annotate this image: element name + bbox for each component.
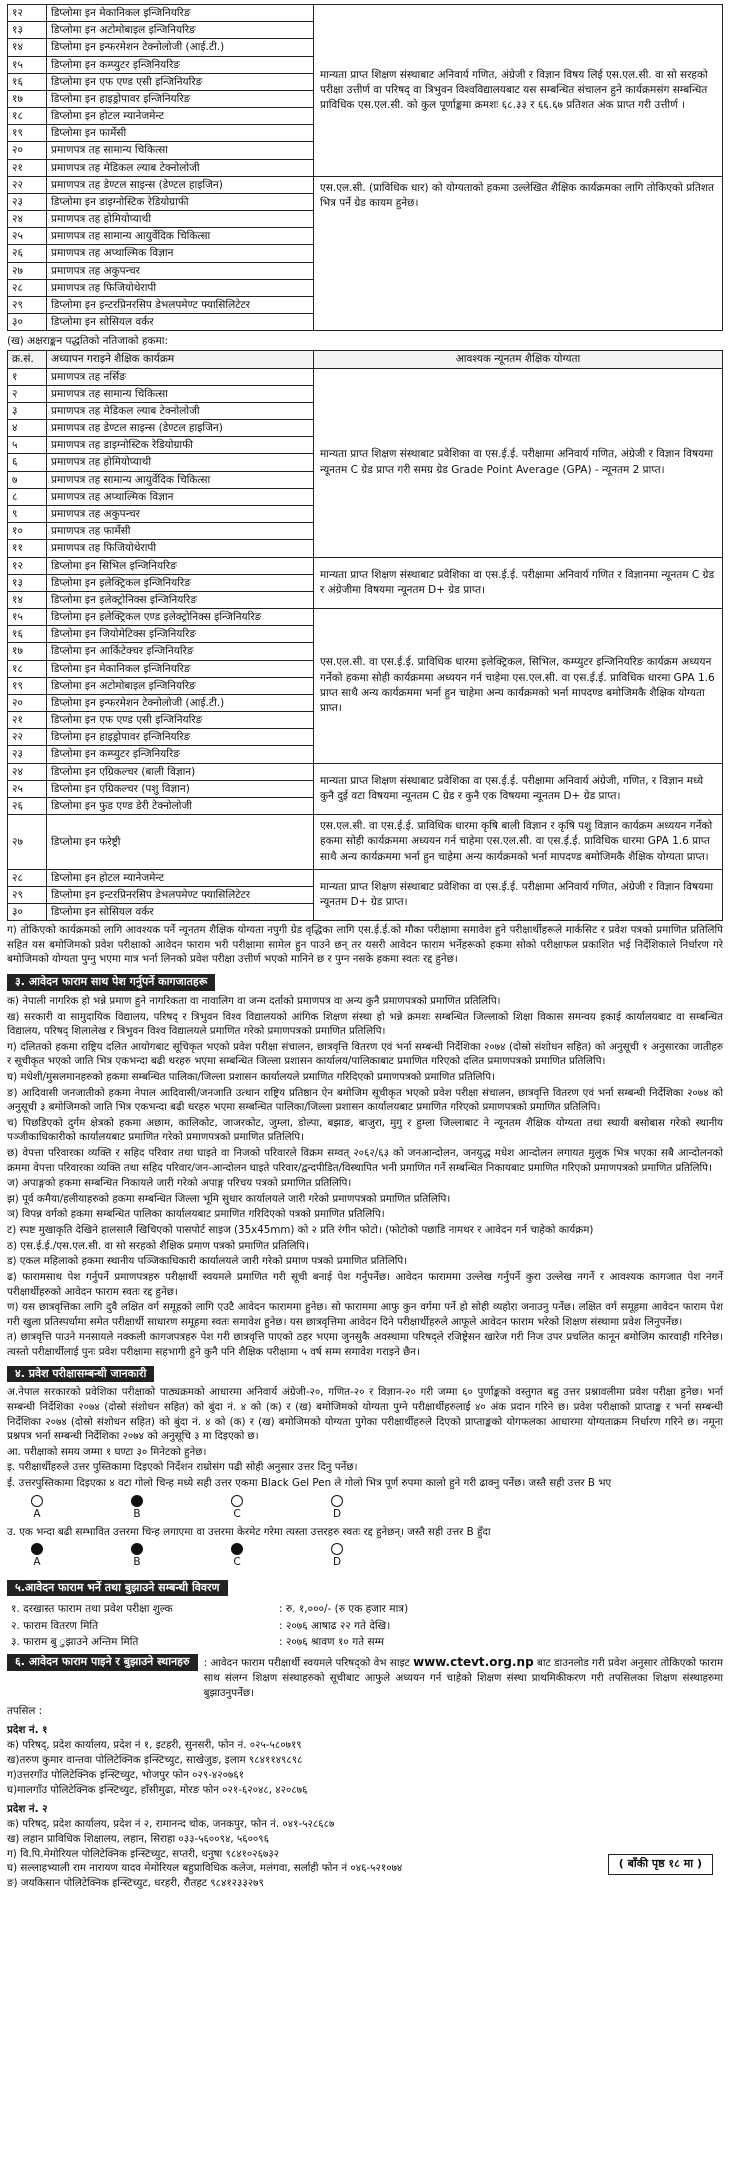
fee-label: ३. फाराम बु ुझाउने अन्तिम मिति (11, 1635, 139, 1648)
fee-value: : रु. १,०००/- (रु एक हजार मात्र) (279, 1603, 409, 1616)
header-program: अध्यापन गराइने शैक्षिक कार्यक्रम (47, 351, 314, 368)
row-sn: २२ (8, 176, 47, 193)
offices-intro: तपसिल : (7, 1705, 43, 1718)
document-item: झ) पूर्व कमैया/हलीयाहरुको हकमा सम्बन्धित जिल्ला भूमि सुधार कार्यालयले जारी गरेको प्रमाणपत्रको प्रमाणित प्रतिलिपि। (7, 1192, 451, 1205)
office-item: ग)उत्तरगाँउ पोलिटेक्निक इन्स्टिच्युट, भोजपुर फोन ०२९-४२०७६१ (7, 1768, 245, 1781)
row-program: प्रमाणपत्र तह डाइग्नोस्टिक रेडियोग्राफी (47, 437, 314, 454)
section-5-heading: ५.आवेदन फाराम भर्ने तथा बुझाउने सम्बन्धी विवरण (7, 1580, 228, 1597)
document-item: ट) स्पष्ट मुखाकृति देखिने हालसालै खिचिएको पासपोर्ट साइज (35x45mm) को २ प्रति रंगीन फोटो। (फोटोको पछाडि नामथर र आवेदन गर्न चाहेको कार्यक्रम) (7, 1224, 594, 1237)
row-program: डिप्लोमा इन इन्फरमेशन टेक्नोलोजी (आई.टी.) (47, 694, 314, 711)
row-program: प्रमाणपत्र तह मेडिकल ल्याब टेक्नोलोजी (47, 402, 314, 419)
row-program: प्रमाणपत्र तह अप्थाल्मिक विज्ञान (47, 245, 314, 262)
row-sn: ११ (8, 540, 47, 557)
row-sn: ३० (8, 904, 47, 921)
province-2-heading: प्रदेश नं. २ (7, 1802, 48, 1815)
section-6 (7, 1654, 723, 1700)
row-sn: ६ (8, 454, 47, 471)
row-program: प्रमाणपत्र तह फिजियोथेरापी (47, 279, 314, 296)
row-sn: १९ (8, 677, 47, 694)
office-item: ख) लहान प्राविधिक शिक्षालय, लहान, सिराहा ०३३-५६००९४, ५६००९६ (7, 1832, 269, 1845)
document-item: ग) दलितको हकमा राष्ट्रिय दलित आयोगबाट सूचिकृत भएको प्रवेश परीक्षा संचालन, छात्रवृत्ति वितरण एवं भर्ना सम्बन्धी निर्देशिका २०७४ (दोस्रो संशोधन सहित) को अनुसूची १ अनुसारका जातीहरु र सूचीकृत भएको जाति भित्र एकभन्दा बढी थरहरु भएमा सम्बन्धित जिल्ला प्रशासन कार्यालय/पालिकाबाट प्रमाणित गरिएको दलित प्रमाणपत्रको प्रमाणित प्रतिलिपि। (7, 1040, 723, 1068)
row-program: प्रमाणपत्र तह होमियोप्याथी (47, 454, 314, 471)
row-program: डिप्लोमा इन सोसियल वर्कर (47, 904, 314, 921)
document-item: छ) वेपत्ता परिवारका व्यक्ति र सहिद परिवार तथा घाइते वा निजको परिवारले विक्रम सम्वत् २०६२/६३ को जनआन्दोलन, जनयुद्ध मधेश आन्दोलन लगायत मुलुक भित्र भएका सबै आन्दोलनको क्रममा वेपत्ता परिवारका व्यक्ति तथा सहिद परिवार/जन-आन्दोलन घाइते परिवार/द्वन्दपीडित/विस्थापित भनी प्रमाणित गर्ने सम्बन्धित निकायबाट प्रमाणित गरिएको प्रमाणपत्रको प्रमाणित प्रतिलिपि। (7, 1147, 723, 1174)
row-program: डिप्लोमा इन आर्किटेक्चर इन्जिनियरिङ (47, 643, 314, 660)
row-program: डिप्लोमा इन मेकानिकल इन्जिनियरिङ (47, 660, 314, 677)
row-sn: २९ (8, 886, 47, 903)
row-sn: ३ (8, 402, 47, 419)
row-program: प्रमाणपत्र तह अप्थाल्मिक विज्ञान (47, 488, 314, 505)
row-program: प्रमाणपत्र तह अकुपन्चर (47, 262, 314, 279)
row-sn: १४ (8, 591, 47, 608)
section-3-items (7, 994, 723, 1360)
fees-table (7, 1601, 412, 1650)
row-program: डिप्लोमा इन मेकानिकल इन्जिनियरिङ (47, 5, 314, 22)
row-sn: २८ (8, 869, 47, 886)
row-program: डिप्लोमा इन इन्फरमेशन टेक्नोलोजी (आई.टी.) (47, 39, 314, 56)
row-program: प्रमाणपत्र तह सामान्य आयुर्वेदिक चिकित्सा (47, 471, 314, 488)
row-sn: २० (8, 142, 47, 159)
gpa-qualification-table (7, 350, 723, 921)
office-item: ङ) जयकिसान पोलिटेक्निक इन्स्टिच्युट, धरहरी, रौतहट ९८४१२३३२७९ (7, 1877, 264, 1890)
table-row (8, 609, 723, 626)
row-program: डिप्लोमा इन होटल म्यानेजमेन्ट (47, 869, 314, 886)
row-program: प्रमाणपत्र तह सामान्य चिकित्सा (47, 385, 314, 402)
requirement-cell: मान्यता प्राप्त शिक्षण संस्थाबाट प्रवेशिका वा एस.ई.ई. परीक्षामा अनिवार्य गणित, अंग्रेजी र विज्ञान विषयमा न्यूनतम D+ ग्रेड प्राप्त। (314, 869, 723, 921)
section-4-items (7, 1385, 723, 1490)
wrong-bubble-d: D (327, 1543, 347, 1569)
row-sn: २२ (8, 729, 47, 746)
row-program: डिप्लोमा इन होटल म्यानेजमेन्ट (47, 108, 314, 125)
notice-page (7, 0, 723, 1891)
row-sn: २८ (8, 279, 47, 296)
wrong-bubble-a: A (27, 1543, 47, 1569)
row-sn: २५ (8, 780, 47, 797)
row-program: डिप्लोमा इन फरेष्ट्री (47, 815, 314, 870)
row-program: डिप्लोमा इन जियोमेटिक्स इन्जिनियरिङ (47, 626, 314, 643)
document-item: ङ) आदिवासी जनजातीको हकमा नेपाल आदिवासी/जनजाति उत्थान राष्ट्रिय प्रतिष्ठान ऐन बमोजिम सूचीकृत भएको प्रवेश परीक्षा संचालन, छात्रवृत्ति वितरण एवं भर्ना सम्बन्धी निर्देशिका २०७४ को अनुसूची ३ बमोजिमको जाति भित्र एकभन्दा बढी थरहरु भएमा सम्बन्धित पालिका/जिल्ला प्रशासन कार्यालयबाट प्रमाणित गरिएको प्रमाणपत्रको प्रमाणित प्रतिलिपि। (7, 1086, 723, 1114)
paragraph-ga: ग) तोकिएको कार्यक्रमको लागि आवश्यक पर्ने न्यूनतम शैक्षिक योग्यता नपुगी ग्रेड वृद्धिका लागि एस.ई.ई.को मौका परीक्षामा समावेश हुने परीक्षार्थीहरूले मार्कसिट र प्रवेश पत्रको प्रमाणित प्रतिलिपि सहित यस बमोजिमको प्रवेश परीक्षाको आवेदन फाराम भरी परीक्षामा सामेल हुन पाउने छन् तर यसरी आवेदन फाराम भर्नेहरूको हकमा सोको परीक्षाफल प्रकाशित भई निर्देशिकाले निर्धारण गरे बमोजिमको योग्यता पुग्नु भएमा मात्र भर्ना लिनको प्रवेश परीक्षा उत्तीर्ण भएको मानिने छ र पुग्न नसके हकमा स्वतः रद्द हुनेछ। (7, 924, 723, 966)
document-item: च) पिछडिएको दुर्गम क्षेत्रको हकमा अछाम, कालिकोट, जाजरकोट, जुम्ला, डोल्पा, बझाङ, बाजुरा, मुगु र हुम्ला जिल्लाबाट ने न्यूनतम शैक्षिक योग्यता तथा स्थायी बसोबास गरेको स्थानीय पञ्जीकाधिकारीको कार्यालयबाट प्रमाणित गरेको प्रमाणपत्रको प्रमाणित प्रतिलिपि। (7, 1116, 723, 1144)
row-sn: १५ (8, 609, 47, 626)
row-sn: १२ (8, 5, 47, 22)
percentage-qualification-table (7, 4, 723, 331)
row-sn: २९ (8, 296, 47, 313)
fee-label: १. दरखास्त फाराम तथा प्रवेश परीक्षा शुल्क (11, 1603, 173, 1616)
row-sn: १६ (8, 73, 47, 90)
exam-info-item: अ.नेपाल सरकारको प्रवेशिका परीक्षाको पाठ्यक्रमको आधारमा अनिवार्य अंग्रेजी-२०, गणित-२० र विज्ञान-२० गरी जम्मा ६० पुर्णाङ्कको वस्तुगत बहु उत्तर प्रश्नावलीमा प्रवेश परीक्षा हुनेछ। भर्ना सम्बन्धी निर्देशिका २०७४ (दोस्रो संशोधन सहित) को बुंदा नं. ४ को (क) र (ख) बमोजिमको योग्यता पुग्ने परीक्षार्थीहरुलाई ४० अंक प्रदान गरिने छ। प्रवेश परीक्षाको प्राप्ताङ्क र भर्ना सम्बन्धी निर्देशिका २०७४ (दोस्रो संशोधन सहित) को बुंदा नं. ४ को (क) र (ख) बमोजिमको योग्यता पुगेका परीक्षार्थीहरुले दिएको प्राप्ताङ्कको योगफलका आधारमा योग्यताक्रम निर्धारण गरिने छ। नमूना प्रश्नपत्र भर्ना सम्बन्धी निर्देशिका २०७४ को अनुसूचि ३ मा दिइएको छ। (7, 1386, 723, 1443)
bubble-d: D (327, 1495, 347, 1521)
row-sn: २१ (8, 712, 47, 729)
table-row (8, 869, 723, 886)
row-sn: १२ (8, 557, 47, 574)
section-3-heading: ३. आवेदन फाराम साथ पेश गर्नुपर्ने कागजातहरू (7, 974, 215, 991)
grading-caption: (ख) अक्षराङ्कन पद्धतिको नतिजाको हकमा: (7, 335, 169, 348)
row-sn: २५ (8, 228, 47, 245)
fee-value: : २०७६ श्रावण १० गते सम्म (279, 1635, 384, 1648)
row-sn: २७ (8, 262, 47, 279)
row-program: प्रमाणपत्र तह फार्मेसी (47, 523, 314, 540)
section-6-text: : आवेदन फाराम परीक्षार्थी स्वयमले परिषद्को वेभ साइट www.ctevt.org.np बाट डाउनलोड गरी प्रवेश अनुसार तोकिएको फाराम साथ संलग्न शिक्षण संस्थाहरुको सूचीबाट आफुले अध्ययन गर्न चाहेको शिक्षण संस्था प्राथमिकीकरण गरी तपसिलका शिक्षण संस्थाहरुमा बुझाउनुपर्नेछ। (203, 1654, 724, 1699)
document-item: ज) अपाङ्गको हकमा सम्बन्धित निकायले जारी गरेको अपाङ्ग परिचय पत्रको प्रमाणित प्रतिलिपि। (7, 1177, 352, 1190)
office-item: घ)मालगाँउ पोलिटेक्निक इन्स्टिच्युट, हाँसीमुढा, मोरङ फोन ०२१-६२०४८, ४२०८७६ (7, 1783, 308, 1796)
requirement-percentage: मान्यता प्राप्त शिक्षण संस्थाबाट अनिवार्य गणित, अंग्रेजी र विज्ञान विषय लिई एस.एल.सी. वा सो सरहको परीक्षा उत्तीर्ण वा परिषद् वा त्रिभुवन विश्वविद्यालयबाट यस सम्बन्धित संचालन हुने कार्यक्रमसंग सम्बन्धित प्राविधिक एस.एल.सी. को कुल पूर्णाङ्कमा क्रमशः ६८.३३ र ६६.६७ प्रतिशत अंक प्राप्त गरी उत्तीर्ण । (314, 5, 723, 177)
office-item: क) परिषद्, प्रदेश कार्यालय, प्रदेश नं १, इटहरी, सुनसरी, फोन नं. ०२५-५८०७१९ (7, 1739, 302, 1752)
continued-note: ( बाँकी पृष्ठ १८ मा ) (608, 1854, 713, 1875)
exam-info-item: आ. परीक्षाको समय जम्मा १ घण्टा ३० मिनेटको हुनेछ। (7, 1445, 207, 1458)
row-sn: १७ (8, 90, 47, 107)
row-program: डिप्लोमा इन इलेक्ट्रोनिक्स इन्जिनियरिङ (47, 591, 314, 608)
fee-row (7, 1601, 412, 1617)
section-6-heading: ६. आवेदन फाराम पाइने र बुझाउने स्थानहरु (7, 1654, 198, 1671)
row-sn: २६ (8, 245, 47, 262)
row-program: प्रमाणपत्र तह मेडिकल ल्याब टेक्नोलोजी (47, 159, 314, 176)
row-program: डिप्लोमा इन अटोमोबाइल इन्जिनियरिङ (47, 22, 314, 39)
correct-answer-example (27, 1495, 723, 1521)
row-sn: १ (8, 368, 47, 385)
row-program: डिप्लोमा इन कम्प्युटर इन्जिनियरिङ (47, 56, 314, 73)
row-program: डिप्लोमा इन इलेक्ट्रिकल इन्जिनियरिङ (47, 574, 314, 591)
document-item: क) नेपाली नागरिक हो भन्ने प्रमाण हुने नागरिकता वा नावालिग वा जन्म दर्ताको प्रमाणपत्र वा अन्य कुनै प्रमाणपत्रको प्रमाणित प्रतिलिपि। (7, 994, 501, 1007)
row-sn: २० (8, 694, 47, 711)
requirement-cell: एस.एल.सी. वा एस.ई.ई. प्राविधिक धारमा इलेक्ट्रिकल, सिभिल, कम्प्युटर इन्जिनियरिङ कार्यक्रम अध्ययन गर्नेको हकमा सोही कार्यक्रममा अध्ययन गर्न चाहेमा एस.एल.सी. वा एस.ई.ई. प्राविधिक धारमा GPA 1.6 प्राप्त साथै अन्य कार्यक्रममा भर्ना हुन चाहेमा अन्य कार्यक्रमको भर्ना मापदण्ड बमोजिमकै शैक्षिक योग्यता प्राप्त। (314, 609, 723, 764)
row-sn: २६ (8, 797, 47, 814)
row-program: डिप्लोमा इन सोसियल वर्कर (47, 314, 314, 331)
wrong-bubble-c: C (227, 1543, 247, 1569)
row-sn: ९ (8, 505, 47, 522)
row-sn: २ (8, 385, 47, 402)
fee-row (7, 1618, 412, 1634)
office-item: क) परिषद्, प्रदेश कार्यालय, प्रदेश नं २, रामानन्द चोक, जनकपुर, फोन नं. ०४१-५२८६८७ (7, 1817, 335, 1830)
row-sn: १९ (8, 125, 47, 142)
row-sn: ५ (8, 437, 47, 454)
fee-label: २. फाराम वितरण मिति (11, 1619, 99, 1632)
table-row (8, 815, 723, 870)
row-sn: २४ (8, 211, 47, 228)
bubble-c: C (227, 1495, 247, 1521)
document-item: ख) सरकारी वा सामुदायिक विद्यालय, परिषद् र त्रिभुवन विश्व विद्यालयको आंगिक शिक्षण संस्था हो भन्ने क्रमशः सम्बन्धित जिल्लाको शिक्षा विकास समन्वय इकाई कार्यालयबाट वा सम्बन्धित विद्यालय, परिषद् शिलालेख र त्रिभुवन विश्व विद्यालयले प्रमाणित गरेको प्रमाणपत्रको प्रमाणित प्रतिलिपि। (7, 1010, 723, 1038)
row-program: डिप्लोमा इन एग्रिकल्चर (बाली विज्ञान) (47, 763, 314, 780)
row-sn: २३ (8, 193, 47, 210)
row-program: डिप्लोमा इन एग्रिकल्चर (पशु विज्ञान) (47, 780, 314, 797)
document-item: त) छात्रवृत्ति पाउने मनसायले नक्कली कागजपत्रहरु पेश गरी छात्रवृत्ति पाएको ठहर भएमा जुनसुकै अवस्थामा परिषद्ले रजिष्ट्रेसन खारेज गरी निज उपर प्रचलित कानून बमोजिम कारवाही गरिनेछ। त्यस्तो परीक्षार्थीलाई पुनः प्रवेश परीक्षामा सहभागी हुने कुनै पनि शैक्षिक परीक्षामा ५ वर्ष सम्म समावेश गराइने छैन। (7, 1331, 723, 1358)
requirement-cell: एस.एल.सी. वा एस.ई.ई. प्राविधिक धारमा कृषि बाली विज्ञान र कृषि पशु विज्ञान कार्यक्रम अध्ययन गर्नेको हकमा सोही कार्यक्रममा अध्ययन गर्न चाहेमा एस.एल.सी. वा एस.ई.ई. प्राविधिक धारमा GPA 1.6 प्राप्त साथै अन्य कार्यक्रममा भर्ना हुन चाहेमा अन्य कार्यक्रमको भर्ना मापदण्ड बमोजिमकै शैक्षिक योग्यता प्राप्त। (314, 815, 723, 870)
row-program: डिप्लोमा इन इन्टरप्रिनरसिप डेभलपमेण्ट फ्यासिलिटेटर (47, 886, 314, 903)
row-sn: २३ (8, 746, 47, 763)
document-item: ण) यस छात्रवृत्तिका लागि दुवै लक्षित वर्ग समूहको लागि एउटै आवेदन फाराममा हुनेछ। सो फाराममा आफु कुन वर्गमा पर्ने हो सोही व्यहोरा जनाउनु पर्नेछ। लक्षित वर्ग समूहमा आवेदन फाराम पेश गरी खुला प्रतिस्पर्धामा समेत परीक्षार्थी साधारण समूहमा स्वतः समावेश हुनेछ। यस छात्रवृत्तिमा आवेदन दिने परीक्षार्थीहरुले आफूले आवेदन फाराम भरेको शिक्षण संस्थामा प्रवेश लिनुपर्नेछ। (7, 1301, 723, 1328)
row-sn: १३ (8, 574, 47, 591)
row-program: प्रमाणपत्र तह नर्सिङ (47, 368, 314, 385)
row-program: प्रमाणपत्र तह फिजियोथेरापी (47, 540, 314, 557)
row-sn: ८ (8, 488, 47, 505)
row-program: डिप्लोमा इन सिभिल इन्जिनियरिङ (47, 557, 314, 574)
document-item: ड) एकल महिलाको हकमा स्थानीय पञ्जिकाधिकारी कार्यालयले जारी गरेको प्रमाण पत्रको प्रमाणित प्रतिलिपि। (7, 1255, 408, 1268)
requirement-cell: मान्यता प्राप्त शिक्षण संस्थाबाट प्रवेशिका वा एस.ई.ई. परीक्षामा अनिवार्य अंग्रेजी, गणित, र विज्ञान मध्ये कुनै दुई वटा विषयमा न्यूनतम C ग्रेड र कुनै एक विषयमा न्यूनतम D+ ग्रेड प्राप्त। (314, 763, 723, 815)
row-program: प्रमाणपत्र तह अकुपन्चर (47, 505, 314, 522)
table-row (8, 5, 723, 22)
ctevt-website-link[interactable]: www.ctevt.org.np (413, 1654, 534, 1669)
document-item: ञ) विपन्न वर्गको हकमा सम्बन्धित पालिका कार्यालयबाट प्रमाणित गरिदिएको पत्रको प्रमाणित प्रतिलिपि। (7, 1208, 385, 1221)
requirement-cell: मान्यता प्राप्त शिक्षण संस्थाबाट प्रवेशिका वा एस.ई.ई. परीक्षामा अनिवार्य गणित, अंग्रेजी र विज्ञान विषयमा न्यूनतम C ग्रेड प्राप्त गरी समग्र ग्रेड Grade Point Average (GPA) - न्यूनतम 2 प्राप्त। (314, 368, 723, 557)
row-program: डिप्लोमा इन फुड एण्ड डेरी टेक्नोलोजी (47, 797, 314, 814)
requirement-cell: मान्यता प्राप्त शिक्षण संस्थाबाट प्रवेशिका वा एस.ई.ई. परीक्षामा अनिवार्य गणित र विज्ञानमा न्यूनतम C ग्रेड र अंग्रेजीमा विषयमा न्यूनतम D+ ग्रेड प्राप्त। (314, 557, 723, 609)
row-program: डिप्लोमा इन हाइड्रोपावर इन्जिनियरिङ (47, 729, 314, 746)
row-sn: २७ (8, 815, 47, 870)
row-program: डिप्लोमा इन डाइग्नोस्टिक रेडियोग्राफी (47, 193, 314, 210)
row-program: डिप्लोमा इन कम्प्युटर इन्जिनियरिङ (47, 746, 314, 763)
row-sn: ७ (8, 471, 47, 488)
fee-row (7, 1634, 412, 1650)
table-row (8, 763, 723, 780)
exam-info-item: इ. परीक्षार्थीहरुले उत्तर पुस्तिकामा दिइएको निर्देशन राम्रोसंग पढी सोही अनुसार उत्तर दिनु पर्नेछ। (7, 1461, 358, 1474)
row-program: डिप्लोमा इन एफ एण्ड एसी इन्जिनियरिङ (47, 712, 314, 729)
section-4-heading: ४. प्रवेश परीक्षासम्बन्धी जानकारी (7, 1366, 154, 1383)
row-program: डिप्लोमा इन इलेक्ट्रिकल एण्ड इलेक्ट्रोनिक्स इन्जिनियरिङ (47, 609, 314, 626)
office-item: ग) वि.पि.मेमोरियल पोलिटेक्निक इन्स्टिच्युट, सप्तरी, धनुषा ९८४१०२६७३२ (7, 1847, 280, 1860)
bubble-b: B (127, 1495, 147, 1521)
wrong-answer-example (27, 1543, 723, 1569)
office-item: घ) सल्लाहभ्याली राम नारायण यादव मेमोरियल बहुप्राविधिक कलेज, मलंगवा, सर्लाही फोन नं ०४६-५२१०७४ (7, 1862, 403, 1875)
document-item: ढ) फारामसाथ पेश गर्नुपर्ने प्रमाणपत्रहरु परीक्षार्थी स्वयमले प्रमाणित गरी सूची बनाई पेश गर्नुपर्नेछ। आवेदन फाराममा उल्लेख गर्नुपर्ने कुरा उल्लेख नगर्ने र आवश्यक कागजात पेश नगर्ने परीक्षार्थीहरुको आवेदन फाराम स्वतः रद्द हुनेछ। (7, 1270, 723, 1298)
fee-value: : २०७६ आषाढ २२ गते देखि। (279, 1619, 391, 1632)
requirement-technical: एस.एल.सी. (प्राविधिक धार) को योग्यताको हकमा उल्लेखित शैक्षिक कार्यक्रमका लागि तोकिएको प्रतिशत भित्र पर्ने ग्रेड कायम हुनेछ। (314, 176, 723, 331)
row-program: डिप्लोमा इन अटोमोबाइल इन्जिनियरिङ (47, 677, 314, 694)
table-row (8, 368, 723, 385)
row-program: डिप्लोमा इन फार्मेसी (47, 125, 314, 142)
row-program: डिप्लोमा इन एफ एण्ड एसी इन्जिनियरिङ (47, 73, 314, 90)
row-program: डिप्लोमा इन हाइड्रोपावर इन्जिनियरिङ (47, 90, 314, 107)
row-program: प्रमाणपत्र तह सामान्य चिकित्सा (47, 142, 314, 159)
header-qualification: आवश्यक न्यूनतम शैक्षिक योग्यता (314, 351, 723, 368)
row-sn: २४ (8, 763, 47, 780)
row-sn: ३० (8, 314, 47, 331)
row-sn: १६ (8, 626, 47, 643)
province-1-heading: प्रदेश नं. १ (7, 1724, 48, 1737)
table-row (8, 176, 723, 193)
row-sn: १८ (8, 108, 47, 125)
office-item: ख)तरुण कुमार वान्तवा पोलिटेक्निक इन्स्टिच्युट, साखेजुङ, इलाम ९८४११४९८९८ (7, 1753, 303, 1766)
row-sn: १७ (8, 643, 47, 660)
row-program: प्रमाणपत्र तह डेण्टल साइन्स (डेण्टल हाइजिन) (47, 420, 314, 437)
row-sn: १३ (8, 22, 47, 39)
row-sn: १८ (8, 660, 47, 677)
row-sn: २१ (8, 159, 47, 176)
table-row (8, 557, 723, 574)
document-item: ठ) एस.ई.ई./एस.एल.सी. वा सो सरहको शैक्षिक प्रमाण पत्रको प्रमाणित प्रतिलिपि। (7, 1239, 309, 1252)
row-sn: १५ (8, 56, 47, 73)
wrong-answer-note: उ. एक भन्दा बढी सम्भावित उत्तरमा चिन्ह लगाएमा वा उत्तरमा केरमेट गरेमा त्यस्ता उत्तरहरु स्वतः रद्द हुनेछन्। जस्तै सही उत्तर B हुँदा (7, 1525, 491, 1538)
row-program: डिप्लोमा इन इन्टरप्रिनरसिप डेभलपमेण्ट फ्यासिलिटेटर (47, 296, 314, 313)
exam-info-item: ई. उत्तरपुस्तिकामा दिइएका ४ वटा गोलो चिन्ह मध्ये सही उत्तर एकमा Black Gel Pen ले गोलो भित्र पूर्ण रुपमा कालो हुने गरी ढाक्नु पर्नेछ। जस्तै सही उत्तर B भए (7, 1477, 612, 1490)
row-program: प्रमाणपत्र तह डेण्टल साइन्स (डेण्टल हाइजिन) (47, 176, 314, 193)
bubble-a: A (27, 1495, 47, 1521)
header-sn: क्र.सं. (8, 351, 47, 368)
wrong-bubble-b: B (127, 1543, 147, 1569)
row-sn: १० (8, 523, 47, 540)
row-program: प्रमाणपत्र तह सामान्य आयुर्वेदिक चिकित्सा (47, 228, 314, 245)
document-item: घ) मधेशी/मुसलमानहरुको हकमा सम्बन्धित पालिका/जिल्ला प्रशासन कार्यालयले प्रमाणित गरिदिएको प्रमाणपत्रको प्रमाणित प्रतिलिपि। (7, 1070, 495, 1083)
row-program: प्रमाणपत्र तह होमियोप्याथी (47, 211, 314, 228)
row-sn: १४ (8, 39, 47, 56)
row-sn: ४ (8, 420, 47, 437)
